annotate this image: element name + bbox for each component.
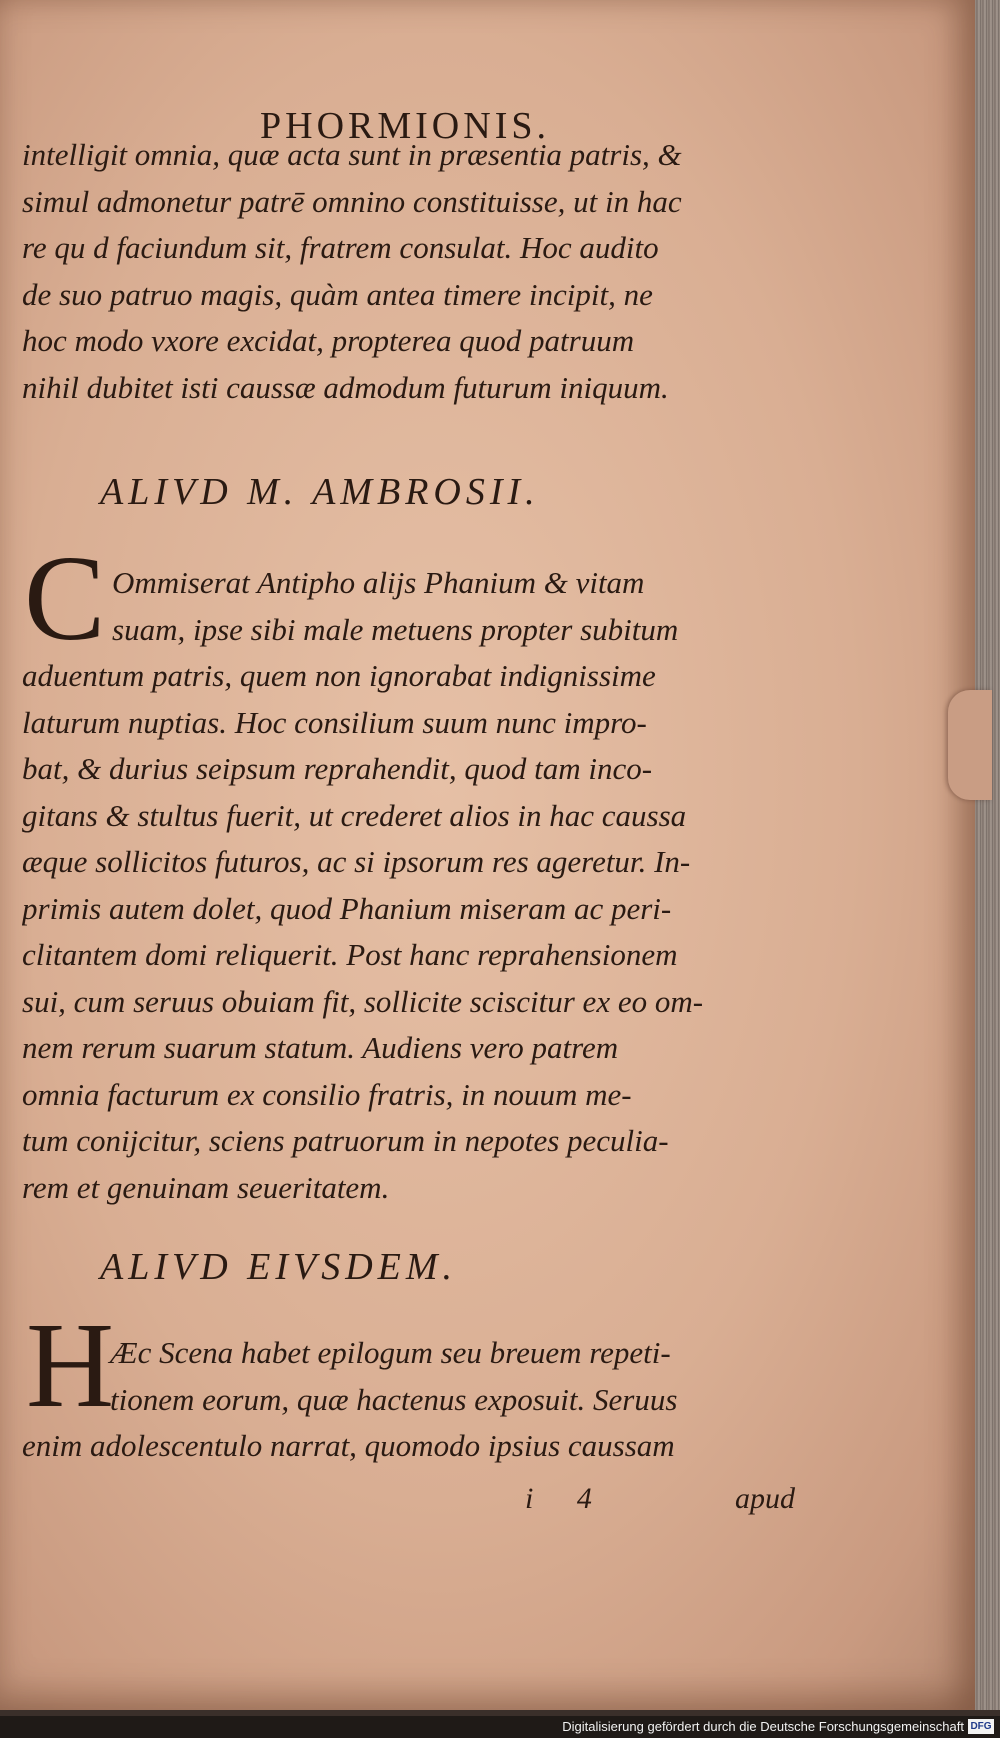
text-line: omnia facturum ex consilio fratris, in nouum me- — [22, 1076, 632, 1112]
text-line: rem et genuinam seueritatem. — [22, 1169, 390, 1205]
text-line: hoc modo vxore excidat, propterea quod patruum — [22, 323, 635, 358]
text-line: laturum nuptias. Hoc consilium suum nunc impro- — [22, 704, 647, 740]
page-stack-edge — [975, 0, 1000, 1710]
signature-mark: i 4 — [525, 1482, 610, 1515]
footer-credit: Digitalisierung gefördert durch die Deutsche Forschungsgemeinschaft — [562, 1719, 964, 1734]
text-line: enim adolescentulo narrat, quomodo ipsius caussam — [22, 1428, 675, 1463]
text-line: bat, & durius seipsum reprahendit, quod tam inco- — [22, 751, 653, 786]
text-line: gitans & stultus fuerit, ut crederet alios in hac caussa — [22, 797, 687, 833]
drop-cap-1: C — [24, 531, 106, 666]
text-line: de suo patruo magis, quàm antea timere incipit, ne — [22, 276, 653, 312]
text-line: nem rerum suarum statum. Audiens vero patrem — [22, 1030, 619, 1065]
text-line: Æc Scena habet epilogum seu breuem repeti- — [110, 1335, 671, 1370]
text-line: Ommiserat Antipho alijs Phanium & vitam — [112, 565, 645, 600]
dfg-logo-icon: DFG — [968, 1719, 994, 1734]
text-line: primis autem dolet, quod Phanium miseram ac peri- — [22, 890, 672, 926]
text-line: suam, ipse sibi male metuens propter subitum — [112, 611, 679, 647]
catchword: apud — [735, 1482, 795, 1515]
section-heading-2: ALIVD EIVSDEM. — [100, 1246, 458, 1288]
paragraph-1 — [22, 132, 792, 411]
footer-bar — [0, 1716, 1000, 1738]
bookmark-tab — [948, 690, 992, 800]
text-line: tionem eorum, quæ hactenus exposuit. Seruus — [110, 1381, 678, 1417]
section-heading-1: ALIVD M. AMBROSII. — [100, 471, 540, 513]
paragraph-3 — [22, 1330, 792, 1470]
drop-cap-2: H — [26, 1298, 115, 1433]
text-line: intelligit omnia, quæ acta sunt in præsentia patris, & — [22, 137, 682, 172]
text-line: sui, cum seruus obuiam fit, sollicite sciscitur ex eo om- — [22, 983, 704, 1019]
text-line: re qu d faciundum sit, fratrem consulat. Hoc audito — [22, 230, 659, 265]
text-line: clitantem domi reliquerit. Post hanc reprahensionem — [22, 937, 678, 972]
running-head: PHORMIONIS. — [260, 105, 550, 147]
text-line: æque sollicitos futuros, ac si ipsorum res ageretur. In- — [22, 844, 691, 879]
text-line: tum conijcitur, sciens patruorum in nepotes peculia- — [22, 1123, 669, 1158]
text-line: simul admonetur patrē omnino constituisse, ut in hac — [22, 183, 682, 219]
text-line: aduentum patris, quem non ignorabat indignissime — [22, 658, 656, 693]
text-line: nihil dubitet isti caussæ admodum futurum iniquum. — [22, 369, 669, 405]
paragraph-2 — [22, 560, 792, 1211]
